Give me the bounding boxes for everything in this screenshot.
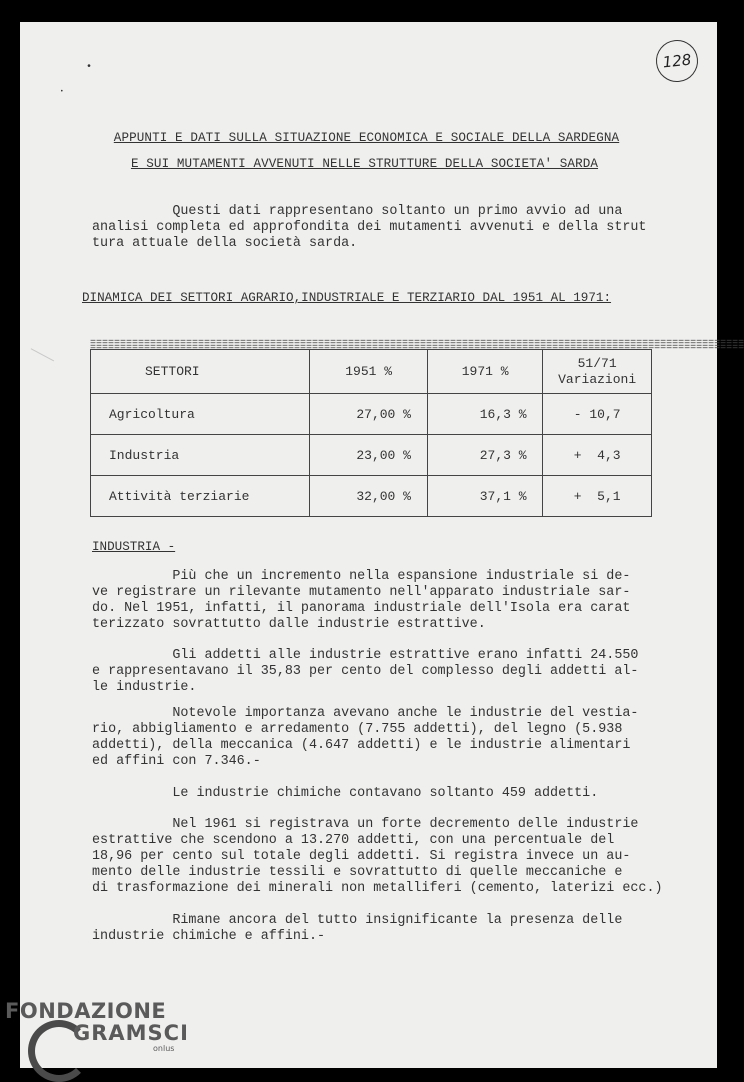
table-top-rule: ============================================================================================================= =============================================================================================================: [90, 338, 744, 354]
cell-sector: Attività terziarie: [91, 476, 310, 517]
title-line-1: APPUNTI E DATI SULLA SITUAZIONE ECONOMICA E SOCIALE DELLA SARDEGNA: [113, 131, 620, 145]
header-1971: 1971 %: [428, 350, 543, 394]
paragraph-4: Le industrie chimiche contavano soltanto 459 addetti.: [92, 786, 599, 801]
watermark-line-2: GRAMSCI: [73, 1021, 189, 1045]
paragraph-3: Notevole importanza avevano anche le industrie del vestia- rio, abbigliamento e arredamento (7.755 addetti), del legno (5.938 addetti), della meccanica (4.647 addetti) e le industrie alimentari ed affini con 7.346.-: [92, 706, 639, 769]
cell-variation: + 5,1: [543, 476, 652, 517]
cell-1971: 37,1 %: [428, 476, 543, 517]
table-header-row: [91, 350, 652, 394]
cell-1951: 27,00 %: [310, 394, 428, 435]
cell-variation: - 10,7: [543, 394, 652, 435]
cell-1951: 32,00 %: [310, 476, 428, 517]
cell-sector: Industria: [91, 435, 310, 476]
cell-1951: 23,00 %: [310, 435, 428, 476]
watermark-line-1: FONDAZIONE: [5, 999, 167, 1023]
ink-speck: •: [86, 62, 93, 73]
table-section-title: DINAMICA DEI SETTORI AGRARIO,INDUSTRIALE E TERZIARIO DAL 1951 AL 1971:: [82, 291, 612, 305]
cell-1971: 27,3 %: [428, 435, 543, 476]
table-row: [91, 394, 652, 435]
table-row: [91, 476, 652, 517]
header-variation-label: Variazioni: [558, 371, 637, 387]
watermark-line-3: onlus: [153, 1044, 175, 1053]
intro-paragraph: Questi dati rappresentano soltanto un primo avvio ad una analisi completa ed approfondita dei mutamenti avvenuti e della strut tura attuale della società sarda.: [92, 204, 647, 251]
paragraph-2: Gli addetti alle industrie estrattive erano infatti 24.550 e rappresentavano il 35,83 per cento del complesso degli addetti al- le industrie.: [92, 648, 639, 695]
page-number-stamp: 128: [654, 38, 700, 84]
sector-dynamics-table: [90, 349, 652, 517]
cell-1971: 16,3 %: [428, 394, 543, 435]
paragraph-1: Più che un incremento nella espansione industriale si de- ve registrare un rilevante mutamento nell'apparato industriale sar- do. Nel 1951, infatti, il panorama industriale dell'Isola era carat terizzato sovrattutto dalle industrie estrattive.: [92, 569, 631, 632]
watermark-logo: [5, 1000, 189, 1054]
header-sectors: SETTORI: [91, 350, 310, 394]
cell-sector: Agricoltura: [91, 394, 310, 435]
header-variation: [543, 350, 652, 394]
paragraph-5: Nel 1961 si registrava un forte decremento delle industrie estrattive che scendono a 13.270 addetti, con una percentuale del 18,96 per cento sul totale degli addetti. Si registra invece un au- mento delle industrie tessili e sovrattutto di quelle meccaniche e di trasformazione dei minerali non metalliferi (cemento, laterizi ecc.): [92, 817, 663, 896]
ink-speck: •: [60, 88, 64, 95]
header-variation-years: 51/71: [577, 355, 617, 371]
header-1951: 1951 %: [310, 350, 428, 394]
industria-heading: INDUSTRIA -: [92, 540, 176, 554]
table-row: [91, 435, 652, 476]
paragraph-6: Rimane ancora del tutto insignificante la presenza delle industrie chimiche e affini.-: [92, 913, 623, 944]
cell-variation: + 4,3: [543, 435, 652, 476]
title-line-2: E SUI MUTAMENTI AVVENUTI NELLE STRUTTURE DELLA SOCIETA' SARDA: [130, 157, 599, 171]
